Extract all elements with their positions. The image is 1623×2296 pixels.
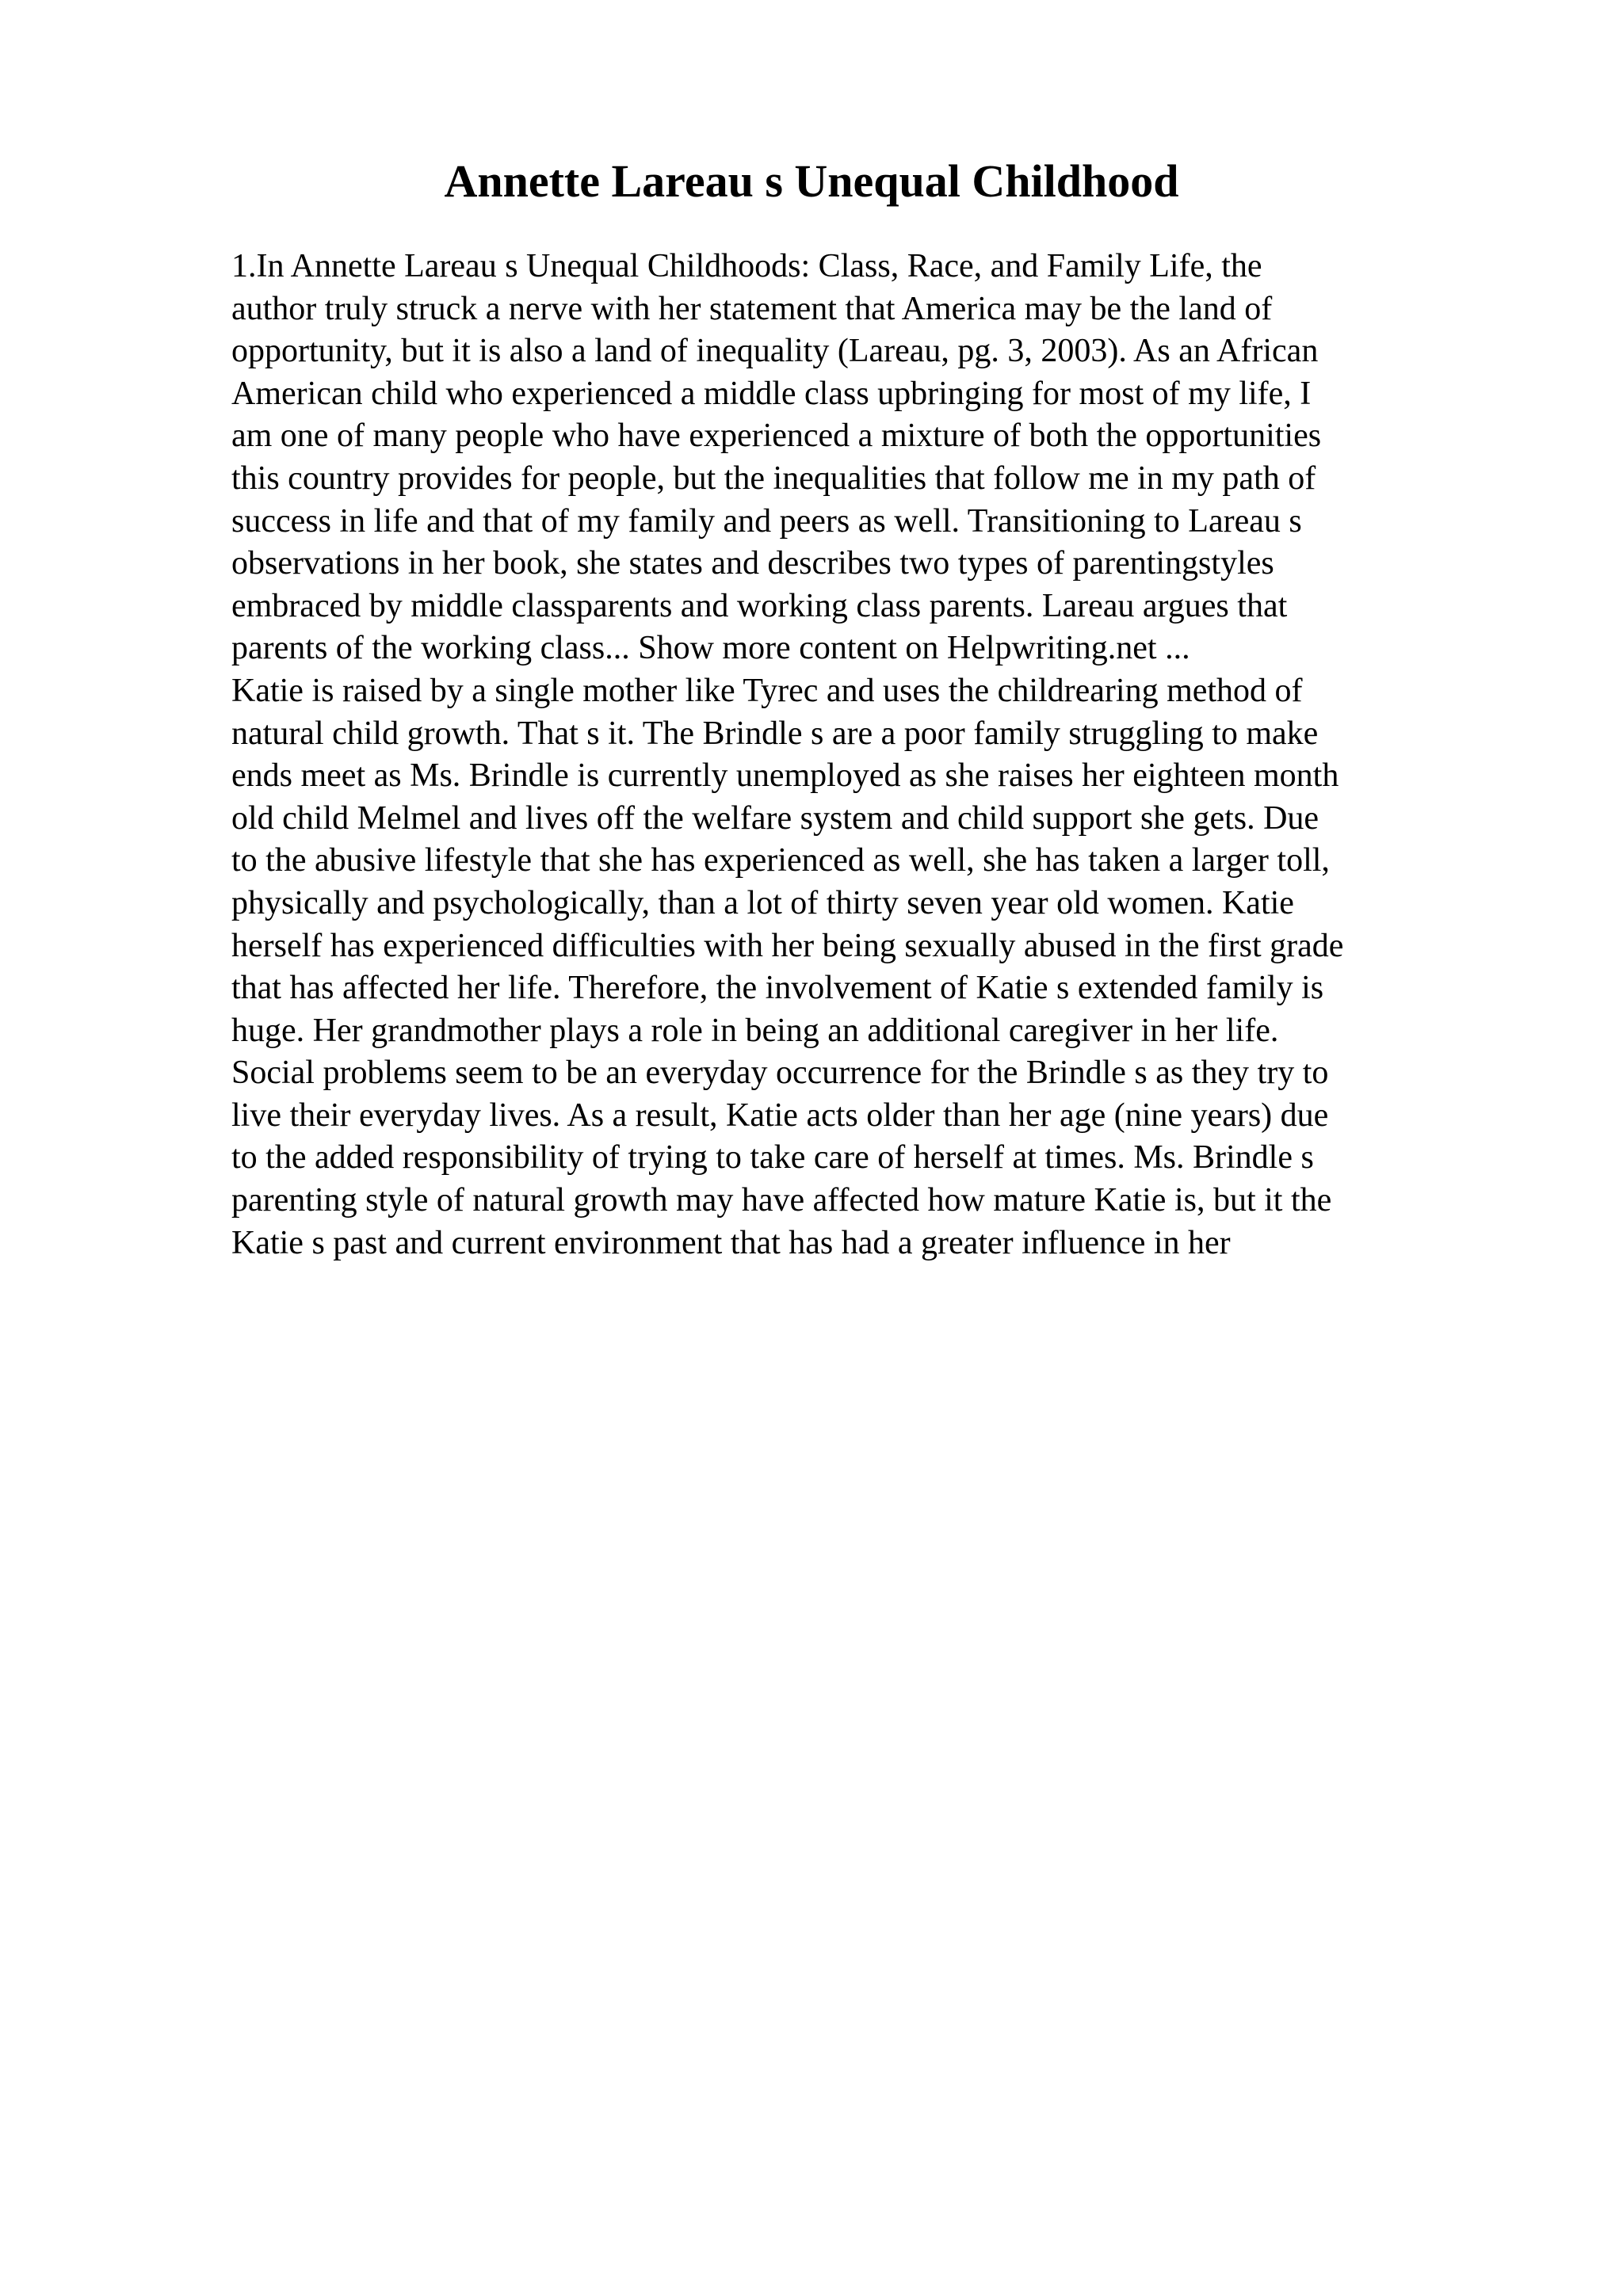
- body-line: that has affected her life. Therefore, the involvement of Katie s extended family is: [231, 970, 1324, 1007]
- body-line: live their everyday lives. As a result, Katie acts older than her age (nine years) due: [231, 1097, 1329, 1134]
- body-line: Katie is raised by a single mother like Tyrec and uses the childrearing method of: [231, 672, 1303, 709]
- body-line: to the abusive lifestyle that she has experienced as well, she has taken a larger toll,: [231, 842, 1330, 879]
- body-line: 1.In Annette Lareau s Unequal Childhoods: Class, Race, and Family Life, the: [231, 248, 1262, 284]
- body-line: observations in her book, she states and describes two types of parentingstyles: [231, 545, 1274, 582]
- body-line: American child who experienced a middle class upbringing for most of my life, I: [231, 375, 1312, 412]
- body-line: to the added responsibility of trying to take care of herself at times. Ms. Brindle s: [231, 1139, 1314, 1177]
- body-line: huge. Her grandmother plays a role in being an additional caregiver in her life.: [231, 1012, 1279, 1049]
- body-line: ends meet as Ms. Brindle is currently unemployed as she raises her eighteen month: [231, 757, 1339, 795]
- body-line: Katie s past and current environment that has had a greater influence in her: [231, 1224, 1231, 1261]
- body-line: parenting style of natural growth may have affected how mature Katie is, but it the: [231, 1182, 1332, 1219]
- body-line: physically and psychologically, than a lot of thirty seven year old women. Katie: [231, 884, 1294, 921]
- body-line: success in life and that of my family and peers as well. Transitioning to Lareau s: [231, 502, 1302, 540]
- body-line: opportunity, but it is also a land of inequality (Lareau, pg. 3, 2003). As an African: [231, 333, 1319, 370]
- body-line: am one of many people who have experienced a mixture of both the opportunities: [231, 418, 1322, 455]
- document-body: [231, 246, 1484, 1264]
- body-line: author truly struck a nerve with her statement that America may be the land of: [231, 290, 1273, 327]
- document-title: Annette Lareau s Unequal Childhood: [444, 155, 1179, 207]
- body-line: old child Melmel and lives off the welfare system and child support she gets. Due: [231, 799, 1319, 837]
- body-line: parents of the working class... Show more content on Helpwriting.net ...: [231, 630, 1190, 667]
- body-line: this country provides for people, but the inequalities that follow me in my path of: [231, 460, 1316, 497]
- body-line: herself has experienced difficulties with her being sexually abused in the first grade: [231, 927, 1344, 964]
- body-line: embraced by middle classparents and working class parents. Lareau argues that: [231, 587, 1288, 624]
- body-line: natural child growth. That s it. The Brindle s are a poor family struggling to make: [231, 715, 1319, 752]
- body-line: Social problems seem to be an everyday occurrence for the Brindle s as they try to: [231, 1055, 1329, 1092]
